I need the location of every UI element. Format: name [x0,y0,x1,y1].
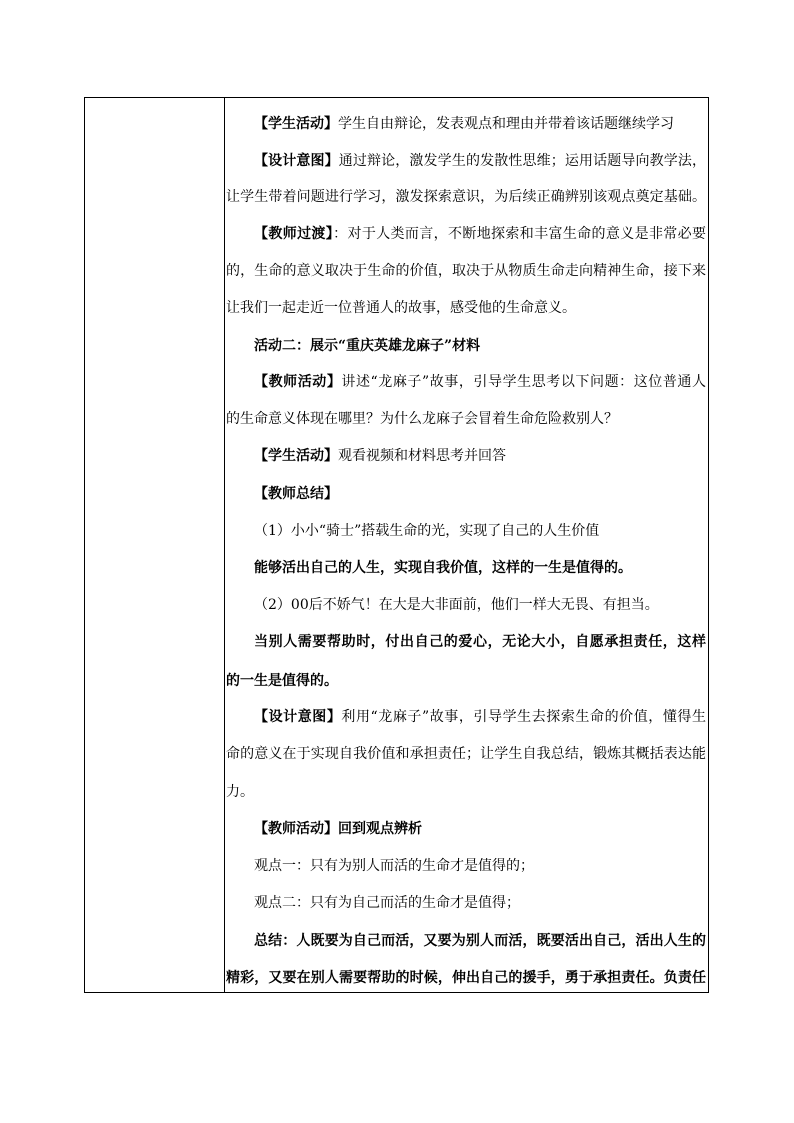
paragraph-label: 能够活出自己的人生，实现自我价值，这样的一生是值得的。 [254,560,632,576]
paragraph-line [226,783,706,801]
paragraph-text: 命的意义在于实现自我价值和承担责任；让学生自我总结，锻炼其概括表达能 [226,746,706,762]
paragraph-line [226,969,706,987]
paragraph-label: 【教师活动】回到观点辨析 [254,821,422,837]
paragraph-label: 当别人需要帮助时，付出自己的爱心，无论大小，自愿承担责任，这样 [254,634,706,650]
paragraph-line [226,188,706,206]
paragraph-label: 【教师总结】 [254,486,338,502]
paragraph-line [226,559,706,577]
paragraph-text: 的生命意义体现在哪里？为什么龙麻子会冒着生命危险救别人？ [226,411,618,427]
lesson-table [84,97,709,993]
paragraph-text: 观点一：只有为别人而活的生命才是值得的； [254,858,534,874]
paragraph-label: 【学生活动】 [254,116,338,132]
paragraph-line [226,708,706,726]
paragraph-line [226,672,706,690]
paragraph-label: 精彩，又要在别人需要帮助的时候，伸出自己的援手，勇于承担责任。负责任 [226,970,706,986]
paragraph-line [226,152,706,170]
paragraph-text: ：对于人类而言，不断地探索和丰富生命的意义是非常必要 [333,226,707,242]
paragraph-line [226,262,706,280]
paragraph-line [226,932,706,950]
paragraph-text: （2）00后不娇气！在大是大非面前，他们一样大无畏、有担当。 [254,597,659,613]
paragraph-label: 【学生活动】 [254,448,338,464]
paragraph-label: 【设计意图】 [254,709,342,725]
paragraph-line [226,115,706,133]
paragraph-line [226,373,706,391]
paragraph-line [226,745,706,763]
paragraph-text: 力。 [226,784,254,800]
paragraph-text: 观看视频和材料思考并回答 [338,448,506,464]
paragraph-text: 让我们一起走近一位普通人的故事，感受他的生命意义。 [226,300,576,316]
paragraph-line [226,225,706,243]
paragraph-line [226,485,706,503]
section-heading [226,337,706,355]
paragraph-label: 的一生是值得的。 [226,673,338,689]
paragraph-line [226,857,706,875]
paragraph-line [226,596,706,614]
paragraph-text: 观点二：只有为自己而活的生命才是值得； [254,895,520,911]
paragraph-line [226,633,706,651]
table-content-cell [226,98,708,992]
paragraph-line [226,299,706,317]
paragraph-text: 利用“龙麻子”故事，引导学生去探索生命的价值，懂得生 [341,709,706,725]
paragraph-line [226,410,706,428]
paragraph-label: 【教师过渡】 [254,226,334,242]
paragraph-text: 讲述“龙麻子”故事，引导学生思考以下问题：这位普通人 [341,374,706,390]
table-left-column [85,98,225,992]
paragraph-line [226,894,706,912]
paragraph-text: 的，生命的意义取决于生命的价值，取决于从物质生命走向精神生命，接下来 [226,263,706,279]
paragraph-label: 总结：人既要为自己而活，又要为别人而活，既要活出自己，活出人生的 [254,933,706,949]
paragraph-text: （1）小小“骑士”搭载生命的光，实现了自己的人生价值 [254,523,600,539]
paragraph-label: 【教师活动】 [254,374,342,390]
paragraph-label: 【设计意图】 [254,153,339,169]
paragraph-text: 学生自由辩论，发表观点和理由并带着该话题继续学习 [338,116,674,132]
paragraph-line [226,522,706,540]
paragraph-text: 通过辩论，激发学生的发散性思维；运用话题导向教学法， [338,153,707,169]
paragraph-text: 让学生带着问题进行学习，激发探索意识，为后续正确辨别该观点奠定基础。 [226,189,706,205]
paragraph-line [226,820,706,838]
section-heading-text: 活动二：展示“重庆英雄龙麻子”材料 [254,338,481,354]
paragraph-line [226,447,706,465]
